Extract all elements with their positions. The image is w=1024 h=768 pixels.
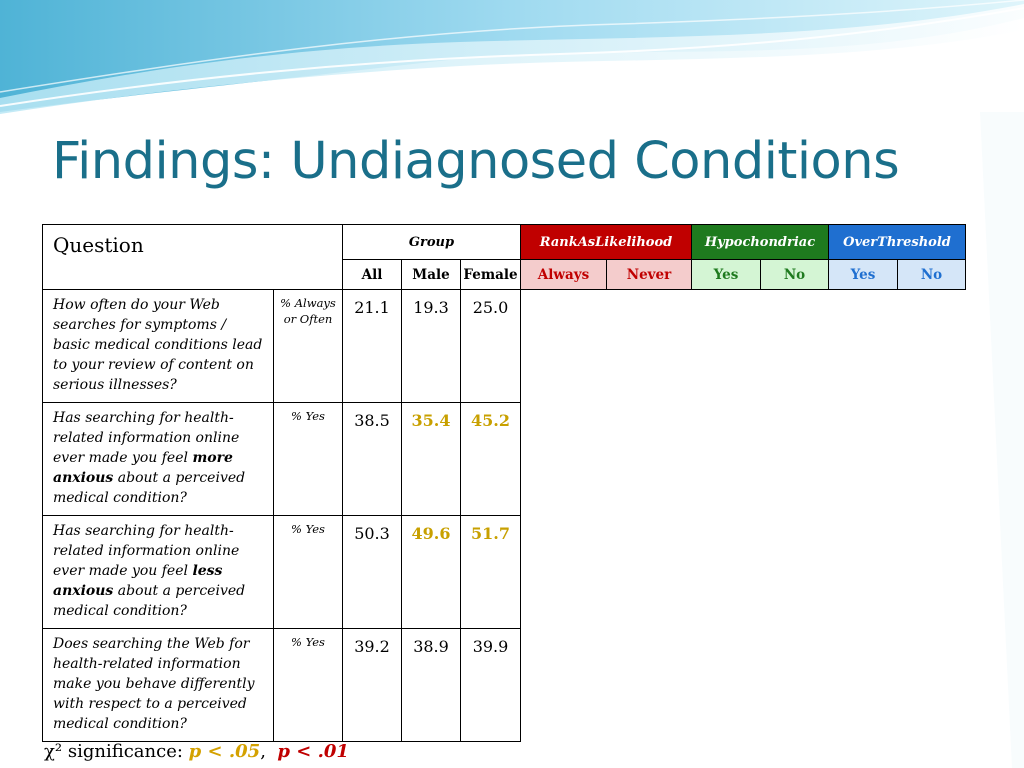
measure-label: % Always or Often — [274, 290, 343, 403]
hypochondriac-header: Hypochondriac — [692, 225, 829, 260]
value-male: 35.4 — [402, 403, 461, 516]
value-female: 45.2 — [461, 403, 521, 516]
significance-footnote — [44, 741, 349, 762]
col-male: Male — [402, 260, 461, 290]
group-header: Group — [343, 225, 521, 260]
value-male: 49.6 — [402, 516, 461, 629]
question-text: Has searching for health-related information online ever made you feel less anxious about a perceived medical condition? — [43, 516, 274, 629]
col-always: Always — [521, 260, 607, 290]
measure-label: % Yes — [274, 403, 343, 516]
value-male: 19.3 — [402, 290, 461, 403]
table-row — [43, 290, 966, 403]
rank-as-likelihood-header: RankAsLikelihood — [521, 225, 692, 260]
question-text: Does searching the Web for health-related information make you behave differently with respect to a perceived medical condition? — [43, 629, 274, 742]
question-text: How often do your Web searches for symptoms / basic medical conditions lead to your review of content on serious illnesses? — [43, 290, 274, 403]
col-never: Never — [607, 260, 692, 290]
emphasis-text: more anxious — [53, 450, 233, 486]
col-hypochondriac-yes: Yes — [692, 260, 761, 290]
value-female: 25.0 — [461, 290, 521, 403]
emphasis-text: less anxious — [53, 563, 223, 599]
col-hypochondriac-no: No — [761, 260, 829, 290]
question-text: Has searching for health-related information online ever made you feel more anxious about a perceived medical condition? — [43, 403, 274, 516]
value-all: 38.5 — [343, 403, 402, 516]
value-all: 21.1 — [343, 290, 402, 403]
measure-label: % Yes — [274, 516, 343, 629]
p05-label: p < .05 — [188, 741, 261, 762]
col-all: All — [343, 260, 402, 290]
findings-table — [42, 224, 966, 742]
empty-region — [521, 290, 966, 742]
slide-title: Findings: Undiagnosed Conditions — [52, 132, 900, 191]
footnote-prefix: χ² significance: — [44, 741, 183, 762]
value-all: 39.2 — [343, 629, 402, 742]
value-male: 38.9 — [402, 629, 461, 742]
p01-label: p < .01 — [277, 741, 349, 762]
col-over-threshold-no: No — [898, 260, 966, 290]
col-over-threshold-yes: Yes — [829, 260, 898, 290]
value-all: 50.3 — [343, 516, 402, 629]
value-female: 51.7 — [461, 516, 521, 629]
value-female: 39.9 — [461, 629, 521, 742]
footnote-separator: , — [260, 741, 266, 762]
question-header: Question — [43, 225, 343, 290]
over-threshold-header: OverThreshold — [829, 225, 966, 260]
measure-label: % Yes — [274, 629, 343, 742]
col-female: Female — [461, 260, 521, 290]
